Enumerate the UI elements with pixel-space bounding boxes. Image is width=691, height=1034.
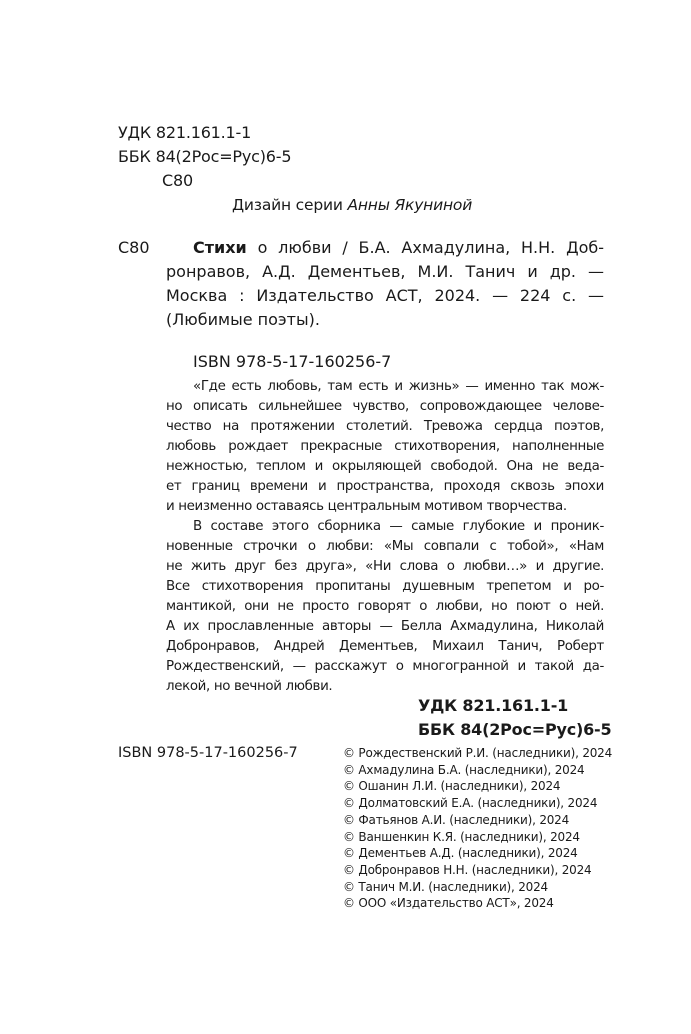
copyright-line: © ООО «Издательство АСТ», 2024: [343, 896, 554, 911]
copyright-line: © Танич М.И. (наследники), 2024: [343, 879, 548, 894]
annotation-line: «Где есть любовь, там есть и жизнь» — именно так мож-: [193, 379, 604, 394]
author-mark: С80: [162, 171, 193, 190]
annotation-line: нежностью, теплом и окрыляющей свободой. Она не веда-: [166, 459, 604, 474]
annotation-line: новенные строчки о любви: «Мы совпали с тобой», «Нам: [166, 539, 604, 554]
annotation-line: Все стихотворения пропитаны душевным трепетом и ро-: [166, 579, 604, 594]
footer-bbk: ББК 84(2Рос=Рус)6-5: [418, 720, 612, 739]
designer-name: Анны Якуниной: [347, 196, 473, 214]
annotation-line: любовь рождает прекрасные стихотворения, наполненные: [166, 439, 604, 454]
copyright-line: © Дементьев А.Д. (наследники), 2024: [343, 846, 578, 861]
isbn: ISBN 978-5-17-160256-7: [193, 352, 392, 371]
footer-udk: УДК 821.161.1-1: [418, 696, 569, 715]
series-design-credit: [232, 193, 472, 217]
bib-line: [193, 236, 604, 260]
annotation-line: но описать сильнейшее чувство, сопровождающее челове-: [166, 399, 604, 414]
bib-line-text: о любви / Б.А. Ахмадулина, Н.Н. Доб-: [246, 238, 604, 257]
bib-line: ронравов, А.Д. Дементьев, М.И. Танич и др. —: [166, 262, 604, 281]
annotation-line: чество на протяжении столетий. Тревожа сердца поэтов,: [166, 419, 604, 434]
annotation-line: Добронравов, Андрей Дементьев, Михаил Танич, Роберт: [166, 639, 604, 654]
footer-isbn: ISBN 978-5-17-160256-7: [118, 745, 298, 761]
copyright-line: © Добронравов Н.Н. (наследники), 2024: [343, 862, 592, 877]
copyright-line: © Рождественский Р.И. (наследники), 2024: [343, 746, 613, 760]
bib-line: (Любимые поэты).: [166, 310, 320, 329]
bbk-code: ББК 84(2Рос=Рус)6-5: [118, 147, 292, 166]
copyright-line: © Ошанин Л.И. (наследники), 2024: [343, 779, 561, 794]
copyright-line: © Ахмадулина Б.А. (наследники), 2024: [343, 762, 585, 777]
annotation-line: В составе этого сборника — самые глубокие и проник-: [193, 519, 604, 534]
book-title: Стихи: [193, 238, 247, 257]
annotation-line: ет границ времени и пространства, проходя сквозь эпохи: [166, 479, 604, 494]
copyright-line: © Фатьянов А.И. (наследники), 2024: [343, 812, 570, 827]
annotation-line: мантикой, они не просто говорят о любви, но поют о ней.: [166, 599, 604, 614]
bib-author-mark: С80: [118, 238, 150, 257]
udk-code: УДК 821.161.1-1: [118, 123, 252, 142]
design-prefix: Дизайн серии: [232, 196, 343, 214]
annotation-line: и неизменно оставаясь центральным мотивом творчества.: [166, 499, 567, 514]
bib-line: Москва : Издательство АСТ, 2024. — 224 с. —: [166, 286, 604, 305]
copyright-line: © Ваншенкин К.Я. (наследники), 2024: [343, 829, 580, 844]
annotation-line: лекой, но вечной любви.: [166, 679, 333, 694]
copyright-line: © Долматовский Е.А. (наследники), 2024: [343, 796, 598, 811]
annotation-line: А их прославленные авторы — Белла Ахмадулина, Николай: [166, 619, 604, 634]
annotation-line: не жить друг без друга», «Ни слова о любви…» и другие.: [166, 559, 604, 574]
annotation-line: Рождественский, — расскажут о многогранной и такой да-: [166, 659, 604, 674]
